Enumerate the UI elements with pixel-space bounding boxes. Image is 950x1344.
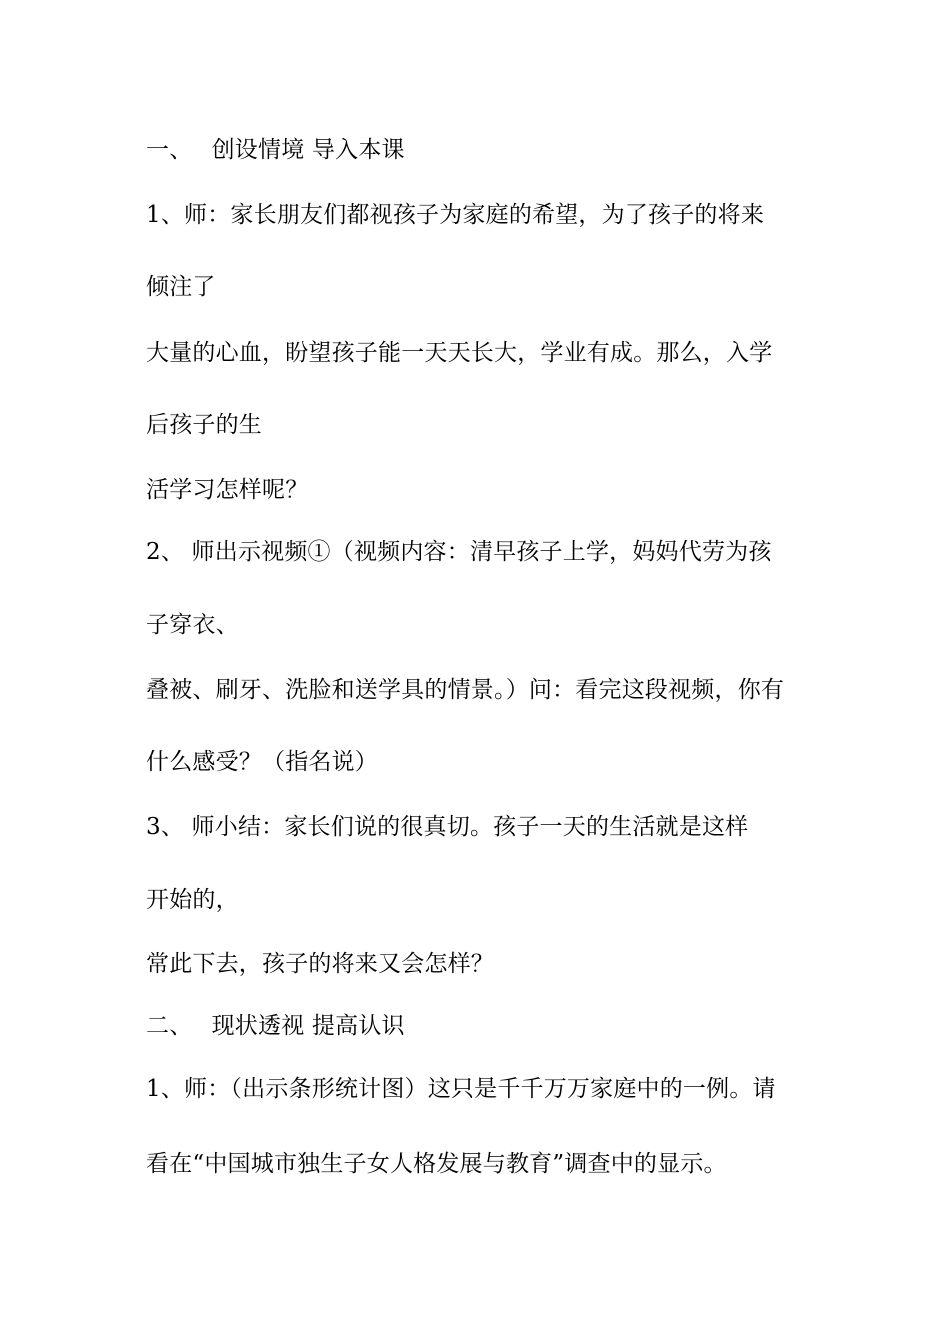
- paragraph-line: 倾注了: [146, 274, 216, 300]
- paragraph-line: 子穿衣、: [146, 612, 239, 638]
- paragraph-line: 后孩子的生: [146, 412, 262, 438]
- paragraph-line: 叠被、刷牙、洗脸和送学具的情景。）问：看完这段视频，你有: [146, 677, 785, 703]
- paragraph-line: 大量的心血，盼望孩子能一天天长大，学业有成。那么，入学: [146, 340, 773, 366]
- paragraph-line: 1、师：家长朋友们都视孩子为家庭的希望，为了孩子的将来: [146, 202, 765, 228]
- paragraph-line: 什么感受？（指名说）: [146, 749, 378, 775]
- paragraph-line: 3、 师小结：家长们说的很真切。孩子一天的生活就是这样: [146, 814, 749, 840]
- paragraph-line: 1、师：（出示条形统计图）这只是千千万万家庭中的一例。请: [146, 1076, 776, 1102]
- paragraph-line: 看在“中国城市独生子女人格发展与教育”调查中的显示。: [146, 1151, 727, 1177]
- paragraph-line: 活学习怎样呢？: [146, 477, 309, 503]
- paragraph-line: 常此下去，孩子的将来又会怎样？: [146, 951, 494, 977]
- paragraph-line: 开始的，: [146, 887, 239, 913]
- section-heading-2: 二、 现状透视 提高认识: [146, 1013, 405, 1039]
- section-heading-1: 一、 创设情境 导入本课: [146, 137, 405, 163]
- paragraph-line: 2、 师出示视频①（视频内容：清早孩子上学，妈妈代劳为孩: [146, 539, 772, 565]
